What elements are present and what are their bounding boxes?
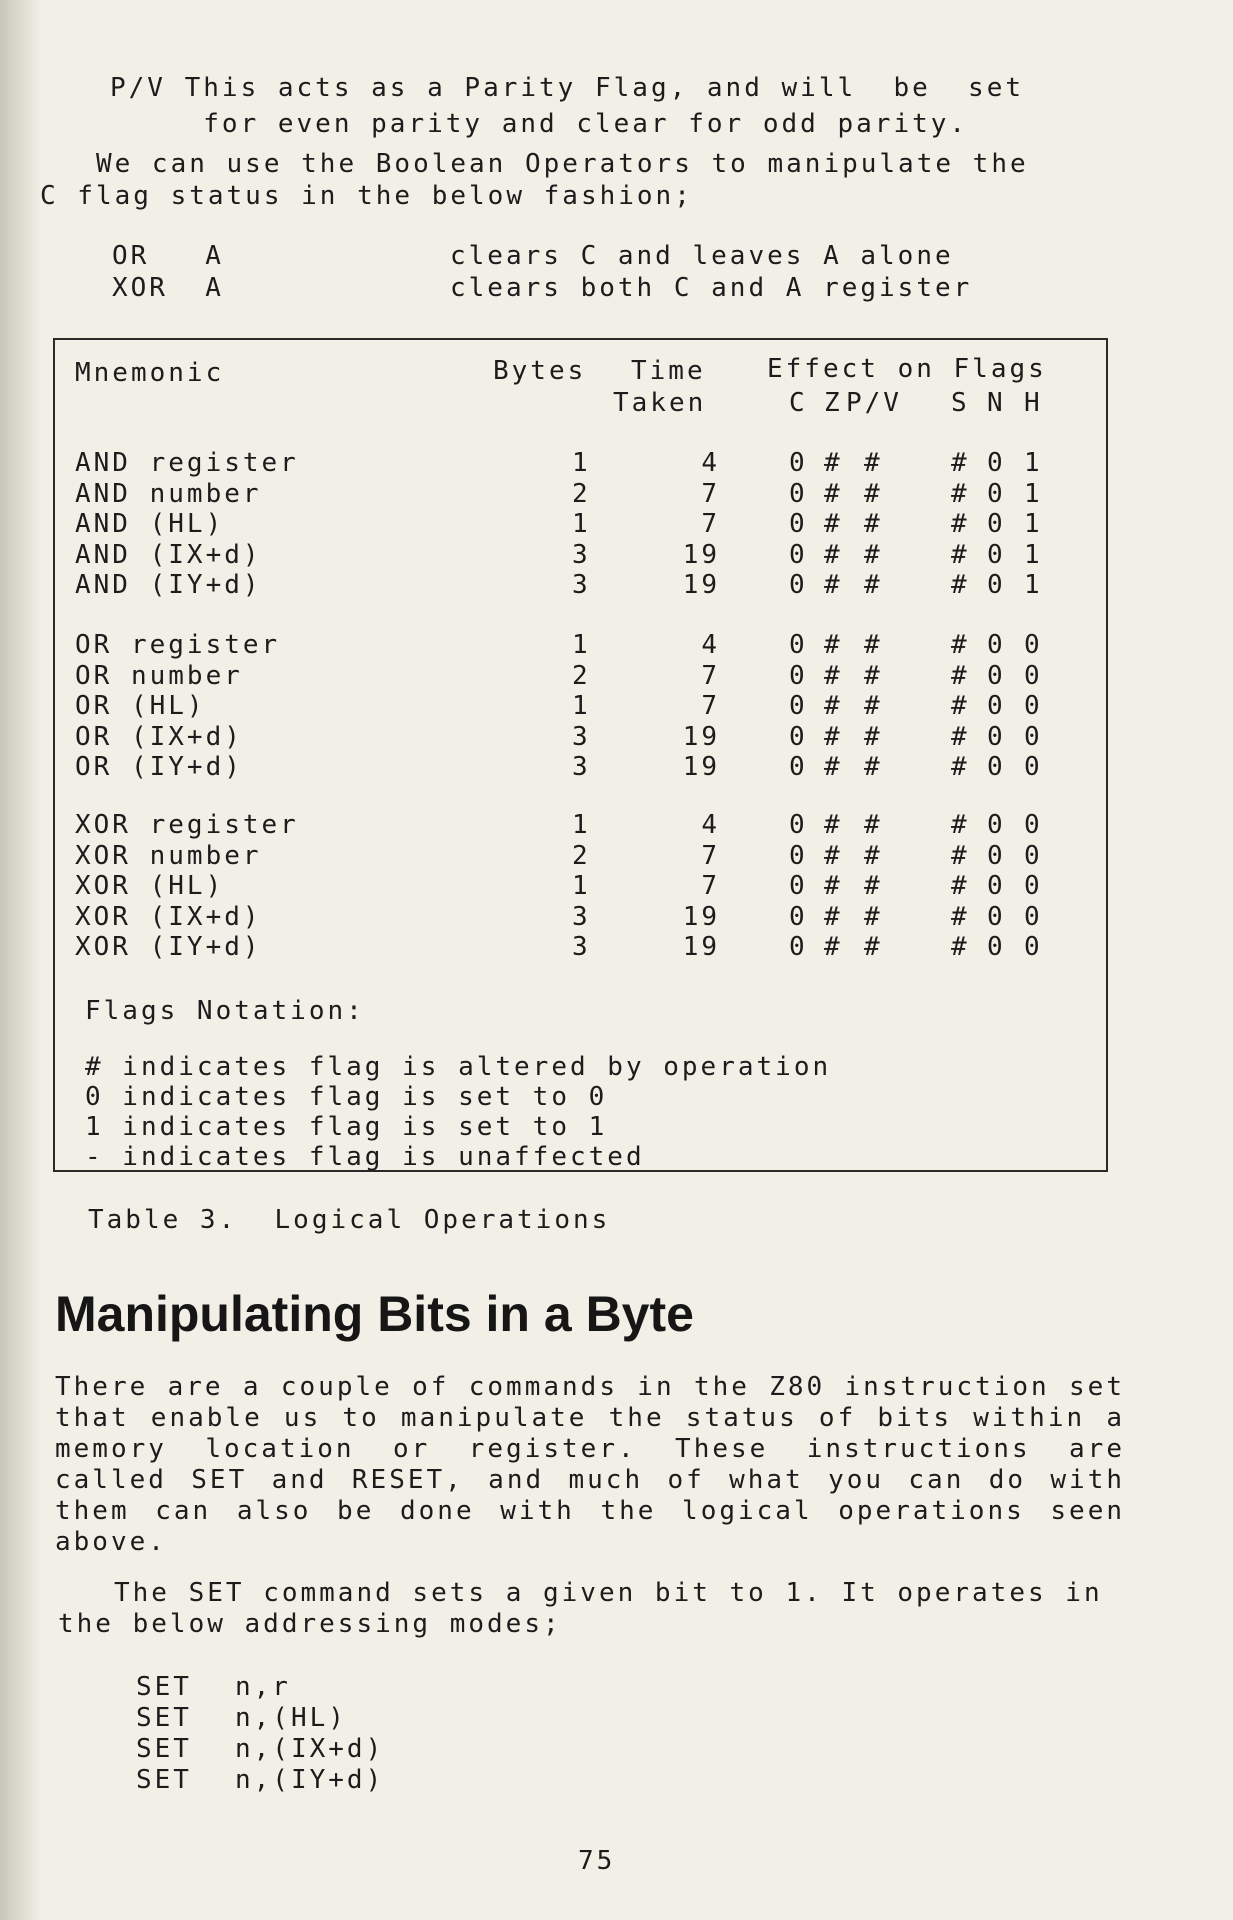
flag-cell: #: [864, 509, 883, 539]
flag-cell: #: [864, 630, 883, 660]
header-bytes: Bytes: [493, 356, 587, 386]
flag-cell: 0: [987, 448, 1006, 478]
flag-cell: 0: [987, 721, 1006, 752]
section-paragraph-1: There are a couple of commands in the Z80 instruction set that enable us to manipulate the status of bits within a memory location or register. These instructions are called SET and RESET, and much of what you can do with them can also be done with the logical operations seen above.: [55, 1372, 1125, 1557]
page-number: 75: [578, 1846, 616, 1876]
flag-cell: 0: [987, 630, 1006, 660]
bytes-cell: 3: [572, 539, 591, 570]
set-arg-r: n,r: [235, 1672, 291, 1702]
bytes-cell: 1: [572, 630, 591, 660]
bytes-cell: 2: [572, 660, 591, 691]
flag-cell: 0: [789, 691, 808, 721]
flag-cell: #: [824, 810, 843, 840]
flag-cell: #: [824, 478, 843, 509]
bytes-cell: 1: [572, 691, 591, 721]
flag-cell: #: [864, 932, 883, 962]
flag-cell: #: [824, 721, 843, 752]
flag-cell: 0: [987, 478, 1006, 509]
section-paragraph-2: The SET command sets a given bit to 1. It operates in the below addressing modes;: [58, 1578, 1122, 1639]
flag-header: C: [789, 388, 808, 418]
flag-cell: #: [864, 539, 883, 570]
flag-cell: 0: [789, 509, 808, 539]
flag-cell: 0: [987, 810, 1006, 840]
flag-cell: #: [824, 840, 843, 871]
flag-cell: 0: [1024, 901, 1043, 932]
set-cmd: SET: [136, 1672, 192, 1702]
flag-cell: 0: [789, 840, 808, 871]
flag-cell: 0: [789, 630, 808, 660]
flag-cell: 0: [987, 539, 1006, 570]
header-effect-on-flags: Effect on Flags: [767, 354, 1047, 384]
op-or-a: OR A: [112, 241, 224, 271]
ops-list: [112, 240, 224, 304]
flag-cell: #: [824, 509, 843, 539]
flag-cell: 1: [1024, 478, 1043, 509]
notation-set-1: 1 indicates flag is set to 1: [85, 1112, 608, 1142]
notation-unaffected: - indicates flag is unaffected: [85, 1142, 645, 1172]
mnemonic-cell: AND (IY+d): [75, 570, 262, 600]
time-cell: 19: [682, 539, 720, 570]
set-cmd: SET: [136, 1734, 192, 1764]
set-arg-hl: n,(HL): [235, 1703, 347, 1733]
flag-cell: #: [824, 570, 843, 600]
flag-cell: 0: [987, 840, 1006, 871]
mnemonic-cell: AND (IX+d): [75, 539, 262, 570]
flag-cell: 1: [1024, 448, 1043, 478]
section-heading: Manipulating Bits in a Byte: [55, 1286, 694, 1342]
op-or-a-desc: clears C and leaves A alone: [450, 241, 954, 271]
set-arguments: [235, 1672, 384, 1796]
flag-header: S: [951, 388, 970, 418]
header-time: Time: [631, 356, 706, 386]
mnemonic-cell: OR (IY+d): [75, 752, 243, 782]
time-cell: 4: [701, 810, 720, 840]
notation-set-0: 0 indicates flag is set to 0: [85, 1082, 608, 1112]
flag-cell: 0: [1024, 752, 1043, 782]
notation-list: [85, 1052, 831, 1172]
flag-cell: 0: [789, 901, 808, 932]
mnemonic-cell: XOR register: [75, 810, 299, 840]
flag-cell: #: [951, 660, 970, 691]
bytes-cell: 1: [572, 448, 591, 478]
time-cell: 7: [701, 478, 720, 509]
mnemonic-cell: XOR (HL): [75, 871, 225, 901]
time-cell: 4: [701, 448, 720, 478]
flag-cell: 0: [1024, 630, 1043, 660]
flag-cell: #: [824, 752, 843, 782]
mnemonic-cell: OR number: [75, 660, 243, 691]
flag-cell: 0: [789, 570, 808, 600]
flag-cell: 0: [789, 810, 808, 840]
flag-cell: #: [824, 871, 843, 901]
flag-cell: 0: [987, 871, 1006, 901]
mnemonic-cell: OR register: [75, 630, 281, 660]
time-cell: 7: [701, 509, 720, 539]
flag-cell: #: [951, 932, 970, 962]
time-cell: 19: [682, 752, 720, 782]
flag-cell: #: [951, 539, 970, 570]
flag-cell: 0: [1024, 660, 1043, 691]
set-cmd: SET: [136, 1703, 192, 1733]
notation-title: Flags Notation:: [85, 996, 365, 1026]
flag-cell: #: [864, 570, 883, 600]
time-cell: 7: [701, 840, 720, 871]
flag-cell: #: [951, 630, 970, 660]
flag-header: H: [1024, 388, 1043, 418]
mnemonic-cell: XOR (IX+d): [75, 901, 262, 932]
flag-cell: #: [864, 691, 883, 721]
pv-line-2: for even parity and clear for odd parity.: [110, 109, 969, 139]
mnemonic-cell: AND (HL): [75, 509, 225, 539]
flag-cell: 0: [789, 478, 808, 509]
flag-cell: 0: [987, 901, 1006, 932]
logical-operations-table: [53, 338, 1108, 1172]
op-xor-a-desc: clears both C and A register: [450, 273, 973, 303]
time-cell: 19: [682, 932, 720, 962]
header-mnemonic: Mnemonic: [75, 358, 225, 388]
flag-cell: 0: [987, 509, 1006, 539]
set-arg-ix: n,(IX+d): [235, 1734, 385, 1764]
bytes-cell: 3: [572, 752, 591, 782]
boolean-line-2: C flag status in the below fashion;: [40, 181, 693, 211]
bytes-cell: 3: [572, 570, 591, 600]
flag-cell: #: [951, 752, 970, 782]
flag-cell: #: [951, 810, 970, 840]
time-cell: 7: [701, 660, 720, 691]
notation-altered: # indicates flag is altered by operation: [85, 1052, 832, 1082]
flag-cell: #: [824, 630, 843, 660]
mnemonic-cell: XOR number: [75, 840, 262, 871]
flag-cell: #: [824, 539, 843, 570]
flag-cell: #: [824, 691, 843, 721]
flag-cell: #: [824, 448, 843, 478]
bytes-cell: 2: [572, 478, 591, 509]
flag-cell: 0: [1024, 871, 1043, 901]
mnemonic-cell: OR (HL): [75, 691, 206, 721]
time-cell: 7: [701, 691, 720, 721]
flag-header: N: [987, 388, 1006, 418]
mnemonic-cell: AND number: [75, 478, 262, 509]
time-cell: 19: [682, 721, 720, 752]
mnemonic-cell: OR (IX+d): [75, 721, 243, 752]
time-cell: 19: [682, 570, 720, 600]
time-cell: 4: [701, 630, 720, 660]
pv-description: [110, 70, 1024, 142]
boolean-intro: [40, 148, 1029, 212]
time-cell: 7: [701, 871, 720, 901]
flag-header: Z: [824, 388, 843, 418]
flag-cell: 0: [987, 752, 1006, 782]
time-cell: 19: [682, 901, 720, 932]
bytes-cell: 3: [572, 932, 591, 962]
bytes-cell: 1: [572, 810, 591, 840]
flag-cell: 0: [789, 448, 808, 478]
flag-cell: 0: [789, 660, 808, 691]
flag-cell: 1: [1024, 570, 1043, 600]
flag-cell: 0: [789, 539, 808, 570]
flag-cell: #: [864, 721, 883, 752]
flag-cell: 0: [789, 932, 808, 962]
flag-cell: 0: [789, 871, 808, 901]
flag-cell: #: [951, 570, 970, 600]
flag-cell: 1: [1024, 539, 1043, 570]
flag-cell: #: [951, 448, 970, 478]
pv-line-1: P/V This acts as a Parity Flag, and will be set: [110, 73, 1025, 103]
bytes-cell: 2: [572, 840, 591, 871]
flag-header: P/V: [846, 388, 902, 418]
flag-cell: 0: [1024, 721, 1043, 752]
flag-cell: #: [951, 478, 970, 509]
flag-cell: #: [951, 840, 970, 871]
flag-cell: #: [824, 660, 843, 691]
table-caption: Table 3. Logical Operations: [88, 1205, 611, 1235]
flag-cell: 0: [789, 752, 808, 782]
flag-cell: #: [951, 509, 970, 539]
flag-cell: 0: [1024, 932, 1043, 962]
ops-descriptions: [450, 240, 972, 304]
flag-cell: #: [951, 721, 970, 752]
flag-cell: #: [864, 840, 883, 871]
flag-cell: 0: [987, 660, 1006, 691]
bytes-cell: 1: [572, 871, 591, 901]
set-cmd: SET: [136, 1765, 192, 1795]
flag-cell: 0: [1024, 691, 1043, 721]
flag-cell: #: [824, 932, 843, 962]
flag-cell: #: [951, 871, 970, 901]
flag-cell: 0: [987, 691, 1006, 721]
set-arg-iy: n,(IY+d): [235, 1765, 385, 1795]
flag-cell: #: [864, 810, 883, 840]
flag-cell: 0: [1024, 810, 1043, 840]
flag-cell: #: [864, 901, 883, 932]
flag-cell: #: [864, 871, 883, 901]
mnemonic-cell: XOR (IY+d): [75, 932, 262, 962]
flag-cell: #: [951, 691, 970, 721]
flag-cell: 0: [987, 932, 1006, 962]
flag-cell: 0: [1024, 840, 1043, 871]
flag-cell: 0: [789, 721, 808, 752]
bytes-cell: 3: [572, 721, 591, 752]
op-xor-a: XOR A: [112, 273, 224, 303]
boolean-line-1: We can use the Boolean Operators to manipulate the: [40, 149, 1029, 179]
header-taken: Taken: [613, 388, 707, 418]
flag-cell: #: [864, 478, 883, 509]
set-commands: [136, 1672, 192, 1796]
bytes-cell: 1: [572, 509, 591, 539]
flag-cell: 0: [987, 570, 1006, 600]
flag-cell: #: [824, 901, 843, 932]
flag-cell: #: [864, 752, 883, 782]
binding-shadow: [0, 0, 40, 1920]
flag-cell: #: [951, 901, 970, 932]
flag-cell: 1: [1024, 509, 1043, 539]
bytes-cell: 3: [572, 901, 591, 932]
flag-cell: #: [864, 448, 883, 478]
mnemonic-cell: AND register: [75, 448, 299, 478]
flag-cell: #: [864, 660, 883, 691]
